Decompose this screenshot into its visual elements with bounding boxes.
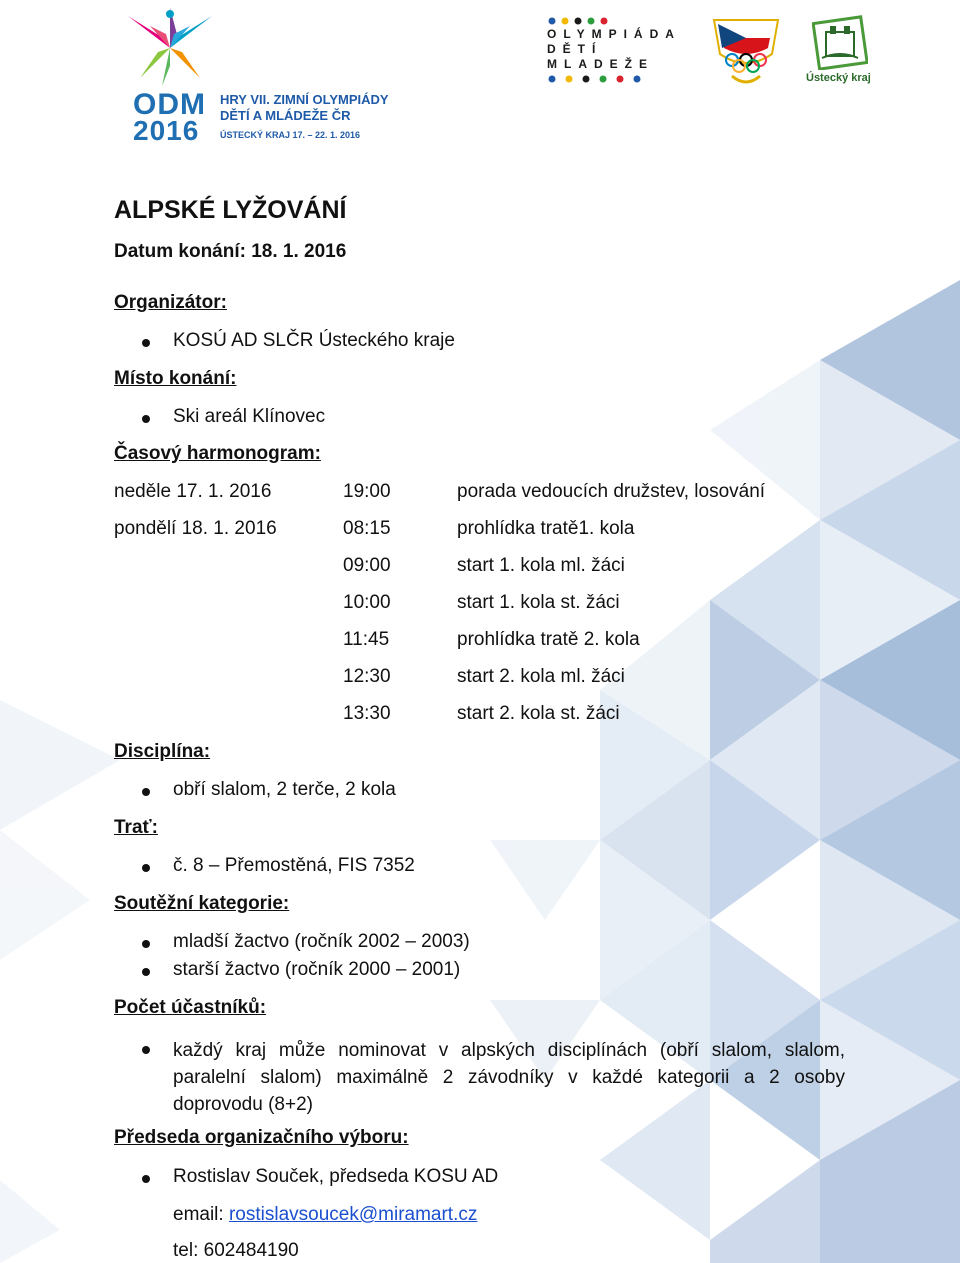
olympiada-word3: MLADEŽE [547,57,654,71]
bg-triangle [0,830,90,960]
chair-label: Předseda organizačního výboru: [114,1127,409,1148]
odm-title: ODM [133,88,206,121]
phone-line: tel: 602484190 [173,1240,299,1261]
schedule-time: 08:15 [343,518,391,539]
czech-olympic-emblem-icon [710,14,782,88]
olympiada-word1: OLYMPIÁDA [547,27,681,41]
odm-star-logo [120,8,220,88]
organizer-value: KOSÚ AD SLČR Ústeckého kraje [173,330,455,351]
odm-event-dates: ÚSTECKÝ KRAJ 17. – 22. 1. 2016 [220,130,361,140]
discipline-label: Disciplína: [114,741,211,762]
schedule-event: start 2. kola ml. žáci [457,666,625,687]
schedule-event: start 1. kola st. žáci [457,592,620,613]
event-date: Datum konání: 18. 1. 2016 [114,241,347,262]
schedule-day: pondělí 18. 1. 2016 [114,518,277,539]
header [0,0,960,160]
email-prefix: email: [173,1204,229,1225]
category-item: starší žactvo (ročník 2000 – 2001) [173,959,461,980]
schedule-time: 09:00 [343,555,391,576]
schedule-time: 11:45 [343,629,390,650]
bg-triangle [710,1160,820,1263]
olympiada-word2: DĚTÍ [547,42,603,56]
venue-value: Ski areál Klínovec [173,406,326,427]
schedule-event: prohlídka tratě1. kola [457,518,635,539]
odm-year: 2016 [133,115,200,146]
page-title: ALPSKÉ LYŽOVÁNÍ [114,196,347,224]
schedule-time: 13:30 [343,703,391,724]
bg-triangle [490,840,600,920]
schedule-event: start 1. kola ml. žáci [457,555,625,576]
schedule-day: neděle 17. 1. 2016 [114,481,272,502]
schedule-event: start 2. kola st. žáci [457,703,620,724]
schedule-event: prohlídka tratě 2. kola [457,629,640,650]
schedule-time: 12:30 [343,666,391,687]
discipline-value: obří slalom, 2 terče, 2 kola [173,779,396,800]
odm-event-line2: DĚTÍ A MLÁDEŽE ČR [220,108,351,123]
schedule-time: 10:00 [343,592,391,613]
schedule-time: 19:00 [343,481,391,502]
venue-label: Místo konání: [114,368,237,389]
email-link[interactable]: rostislavsoucek@miramart.cz [228,1204,478,1225]
olympiada-dots-icon [547,16,617,26]
participants-label: Počet účastníků: [114,997,267,1018]
track-label: Trať: [114,817,158,838]
organizer-label: Organizátor: [114,292,227,313]
categories-label: Soutěžní kategorie: [114,893,290,914]
bullet-dot [142,1046,150,1054]
chair-name: Rostislav Souček, předseda KOSU AD [173,1166,499,1187]
olympiada-dots-bottom-icon [547,74,647,84]
odm-event-line1: HRY VII. ZIMNÍ OLYMPIÁDY [220,92,389,107]
schedule-label: Časový harmonogram: [114,443,321,464]
schedule-event: porada vedoucích družstev, losování [457,481,766,502]
track-value: č. 8 – Přemostěná, FIS 7352 [173,855,415,876]
bg-triangle [0,700,120,830]
email-line [173,1204,477,1226]
participants-text: každý kraj může nominovat v alpských disciplínách (obří slalom, slalom, paralelní slalom) maximálně 2 závodníky v každé kategorii a 2 osoby doprovodu (8+2) [173,1040,845,1115]
ustecky-kraj-emblem-icon [812,14,868,70]
ustecky-kraj-label: Ústecký kraj [806,72,871,84]
bg-triangle [0,1180,60,1263]
category-item: mladší žactvo (ročník 2002 – 2003) [173,931,470,952]
